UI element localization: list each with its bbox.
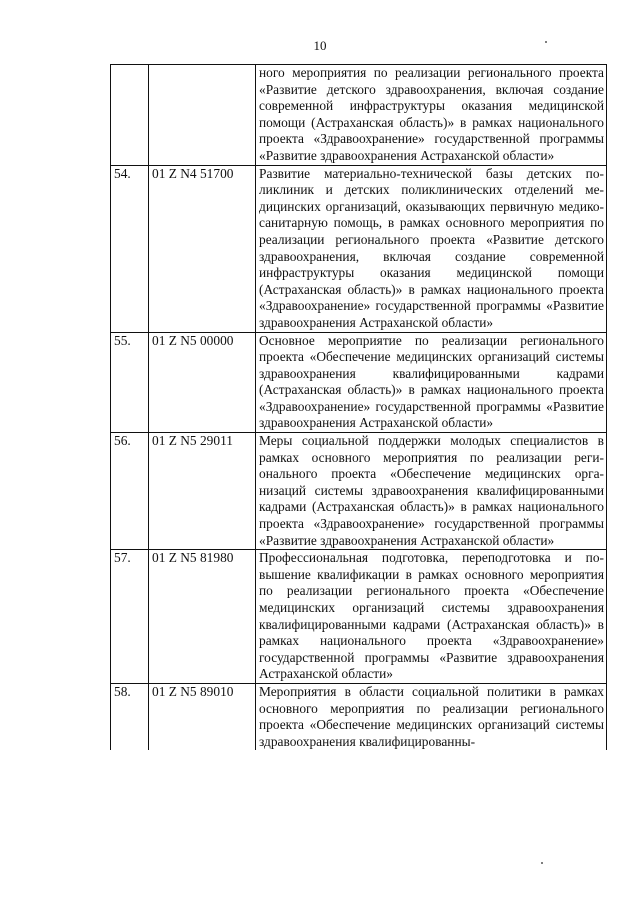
row-description: Развитие материально-технической базы детских поликлиник и детских поликлинических отделений медицинских организаций, оказывающих первичную медико-санитарную помощь, в рамках основного мероприятия по реализации регионального проекта «Развитие детского здравоохранения, включая создание современной инфраструктуры оказания медицинской помощи (Астраханская область)» в рамках национального проекта «Здравоохранение» государственной программы «Развитие здравоохранения Астраханской области» (256, 165, 607, 332)
table-row (111, 550, 607, 684)
page-number: 10 (313, 38, 327, 53)
table-row (111, 433, 607, 550)
row-number: 54. (111, 165, 149, 332)
budget-code: 01 Z N5 29011 (149, 433, 256, 550)
table-row-continuation (111, 65, 607, 166)
budget-code: 01 Z N5 81980 (149, 550, 256, 684)
row-number (111, 65, 149, 166)
table-row (111, 332, 607, 433)
row-description: Мероприятия в области социальной политики в рамках основного мероприятия по реализации регионального проекта «Обеспечение медицинских организаций системы здравоохранения квалифицированны- (256, 683, 607, 750)
row-number: 58. (111, 683, 149, 750)
row-number: 57. (111, 550, 149, 684)
row-description: Профессиональная подготовка, переподготовка и повышение квалификации в рамках основного мероприятия по реализации регионального проекта «Обеспечение медицинских организаций системы здравоохранения квалифицированными кадрами (Астраханская область)» в рамках национального проекта «Здравоохранение» государственной программы «Развитие здравоохранения Астраханской области» (256, 550, 607, 684)
budget-code: 01 Z N4 51700 (149, 165, 256, 332)
scan-speck (545, 41, 547, 43)
row-number: 55. (111, 332, 149, 433)
budget-code: 01 Z N5 89010 (149, 683, 256, 750)
table-row (111, 165, 607, 332)
budget-code: 01 Z N5 00000 (149, 332, 256, 433)
table-row (111, 683, 607, 750)
row-number: 56. (111, 433, 149, 550)
row-description: Меры социальной поддержки молодых специалистов в рамках основного мероприятия по реализации регионального проекта «Обеспечение медицинских организаций системы здравоохранения квалифицированными кадрами (Астраханская область)» в рамках национального проекта «Здравоохранение» государственной программы «Развитие здравоохранения Астраханской области» (256, 433, 607, 550)
row-description: Основное мероприятие по реализации регионального проекта «Обеспечение медицинских организаций системы здравоохранения квалифицированными кадрами (Астраханская область)» в рамках национального проекта «Здравоохранение» государственной программы «Развитие здравоохранения Астраханской области» (256, 332, 607, 433)
budget-code (149, 65, 256, 166)
budget-codes-table (110, 64, 607, 750)
row-description: ного мероприятия по реализации регионального проекта «Развитие детского здравоохранения, включая создание современной инфраструктуры оказания медицинской помощи (Астраханская область)» в рамках национального проекта «Здравоохранение» государственной программы «Развитие здравоохранения Астраханской области» (256, 65, 607, 166)
scan-speck (541, 862, 543, 864)
